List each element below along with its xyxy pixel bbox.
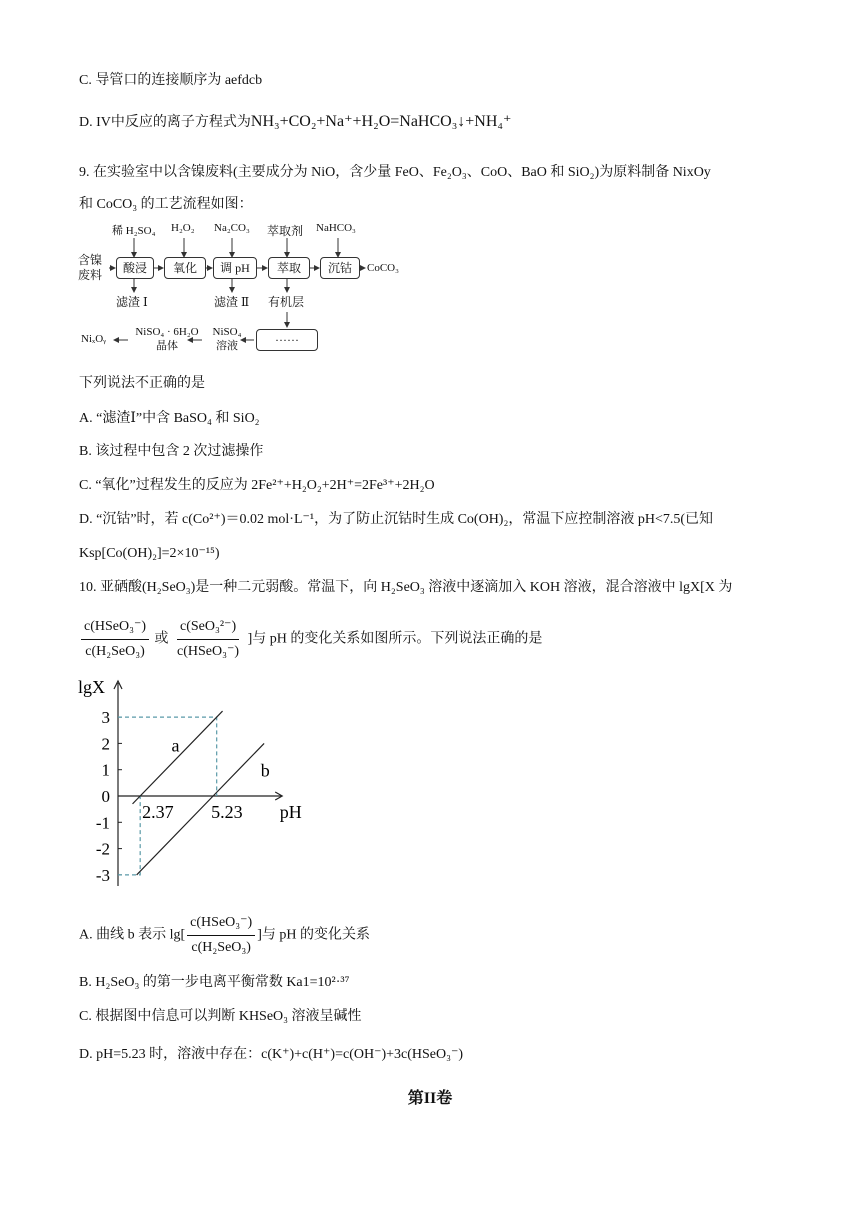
process-flow-diagram	[78, 220, 418, 355]
step-adjust-ph: 调 pH	[213, 257, 257, 279]
q8-option-d	[79, 112, 511, 133]
fraction1-numerator: c(HSeO₃⁻)	[81, 616, 149, 640]
q10-option-d: D. pH=5.23 时，溶液中存在：c(K⁺)+c(H⁺)=c(OH⁻)+3c(HSeO₃⁻)	[79, 1047, 464, 1062]
dashed-guide-top	[118, 717, 217, 796]
q9-stem-line1: 9. 在实验室中以含镍废料(主要成分为 NiO，含少量 FeO、Fe₂O₃、CoO、BaO 和 SiO₂)为原料制备 NixOy	[79, 165, 711, 180]
y-tick-label: 3	[101, 708, 110, 728]
step-acid-leach: 酸浸	[116, 257, 154, 279]
q10-option-a-suffix: ]与 pH 的变化关系	[257, 927, 370, 943]
y-tick-label: -2	[95, 839, 110, 859]
y-tick-label: 2	[101, 734, 110, 754]
q9-stem-line2: 和 CoCO₃ 的工艺流程如图：	[79, 197, 253, 212]
step-cobalt-precipitation: 沉钴	[320, 257, 360, 279]
q10-option-c: C. 根据图中信息可以判断 KHSeO₃ 溶液呈碱性	[79, 1009, 362, 1024]
step-oxidation: 氧化	[164, 257, 206, 279]
product-nixoy: NiₓOᵧ	[81, 333, 107, 345]
q10-stem-line1: 10. 亚硒酸(H₂SeO₃)是一种二元弱酸。常温下，向 H₂SeO₃ 溶液中逐滴加入 KOH 溶液，混合溶液中 lgX[X 为	[79, 580, 733, 595]
q8-option-d-equation: NH₃+CO₂+Na⁺+H₂O=NaHCO₃↓+NH₄⁺	[250, 113, 512, 130]
reagent-nahco3: NaHCO₃	[316, 222, 356, 234]
section-title: 第II卷	[407, 1090, 453, 1107]
x-axis-label: pH	[279, 802, 302, 822]
y-tick-label: 1	[101, 760, 110, 780]
reagent-na2co3: Na₂CO₃	[214, 222, 250, 234]
q10-option-a	[79, 912, 370, 959]
x-annotation-5-23: 5.23	[211, 802, 243, 822]
q9-option-b: B. 该过程中包含 2 次过滤操作	[79, 444, 264, 459]
y-tick-label: 0	[101, 787, 110, 806]
x-annotation-2-37: 2.37	[142, 802, 174, 822]
fraction-seo3-over-hseo3	[174, 616, 242, 663]
q8-option-c: C. 导管口的连接顺序为 aefdcb	[79, 73, 263, 88]
fraction1-denominator: c(H₂SeO₃)	[85, 644, 145, 659]
y-tick-label: -1	[95, 813, 110, 833]
series-a-label: a	[171, 735, 180, 756]
y-axis-label: lgX	[78, 677, 105, 697]
reagent-dilute-h2so4: 稀 H₂SO₄	[112, 225, 156, 237]
or-word: 或	[154, 631, 169, 647]
output-organic-layer: 有机层	[268, 295, 305, 309]
fraction-hseo3-over-h2seo3	[81, 616, 149, 663]
series-a-line	[133, 711, 223, 804]
output-residue-1: 滤渣 Ⅰ	[116, 295, 148, 309]
q9-option-d-line1: D. “沉钴”时，若 c(Co²⁺)＝0.02 mol·L⁻¹，为了防止沉钴时生成 Co(OH)₂，常温下应控制溶液 pH<7.5(已知	[79, 512, 714, 527]
q8-option-d-prefix: D. IV中反应的离子方程式为	[79, 115, 251, 130]
lgx-ph-chart	[78, 675, 318, 895]
step-extraction: 萃取	[268, 257, 310, 279]
option-a-fraction	[187, 912, 255, 959]
step-unknown-box: ······	[256, 329, 318, 351]
option-a-denominator: c(H₂SeO₃)	[191, 940, 251, 955]
q10-stem-tail: ]与 pH 的变化关系如图所示。下列说法正确的是	[247, 631, 543, 647]
flow-arrows	[78, 220, 418, 355]
feed-material: 含镍废料	[78, 253, 103, 282]
q9-option-c: C. “氧化”过程发生的反应为 2Fe²⁺+H₂O₂+2H⁺=2Fe³⁺+2H₂O	[79, 478, 435, 493]
series-b-label: b	[260, 760, 270, 781]
q10-stem-line2	[79, 616, 542, 663]
q10-option-a-prefix: A. 曲线 b 表示 lg[	[79, 927, 186, 943]
q9-option-a: A. “滤渣Ⅰ”中含 BaSO₄ 和 SiO₂	[79, 411, 260, 426]
fraction2-numerator: c(SeO₃²⁻)	[177, 616, 239, 640]
chart-svg	[78, 675, 318, 890]
fraction2-denominator: c(HSeO₃⁻)	[177, 644, 240, 659]
option-a-numerator: c(HSeO₃⁻)	[187, 912, 255, 936]
q10-option-b: B. H₂SeO₃ 的第一步电离平衡常数 Ka1=10²·³⁷	[79, 975, 350, 990]
q9-option-d-line2: Ksp[Co(OH)₂]=2×10⁻¹⁵)	[79, 546, 220, 561]
reagent-extractant: 萃取剂	[267, 224, 304, 238]
q9-question: 下列说法不正确的是	[79, 376, 205, 391]
nickel-sulfate-solution: NiSO₄ 溶液	[212, 326, 242, 352]
nickel-sulfate-crystal: NiSO₄ · 6H₂O 晶体	[135, 326, 199, 352]
y-tick-label: -3	[95, 865, 110, 885]
reagent-h2o2: H₂O₂	[171, 222, 195, 234]
output-residue-2: 滤渣 Ⅱ	[214, 295, 250, 309]
product-coco3: CoCO₃	[367, 262, 399, 274]
dashed-guide-bottom	[118, 796, 140, 875]
